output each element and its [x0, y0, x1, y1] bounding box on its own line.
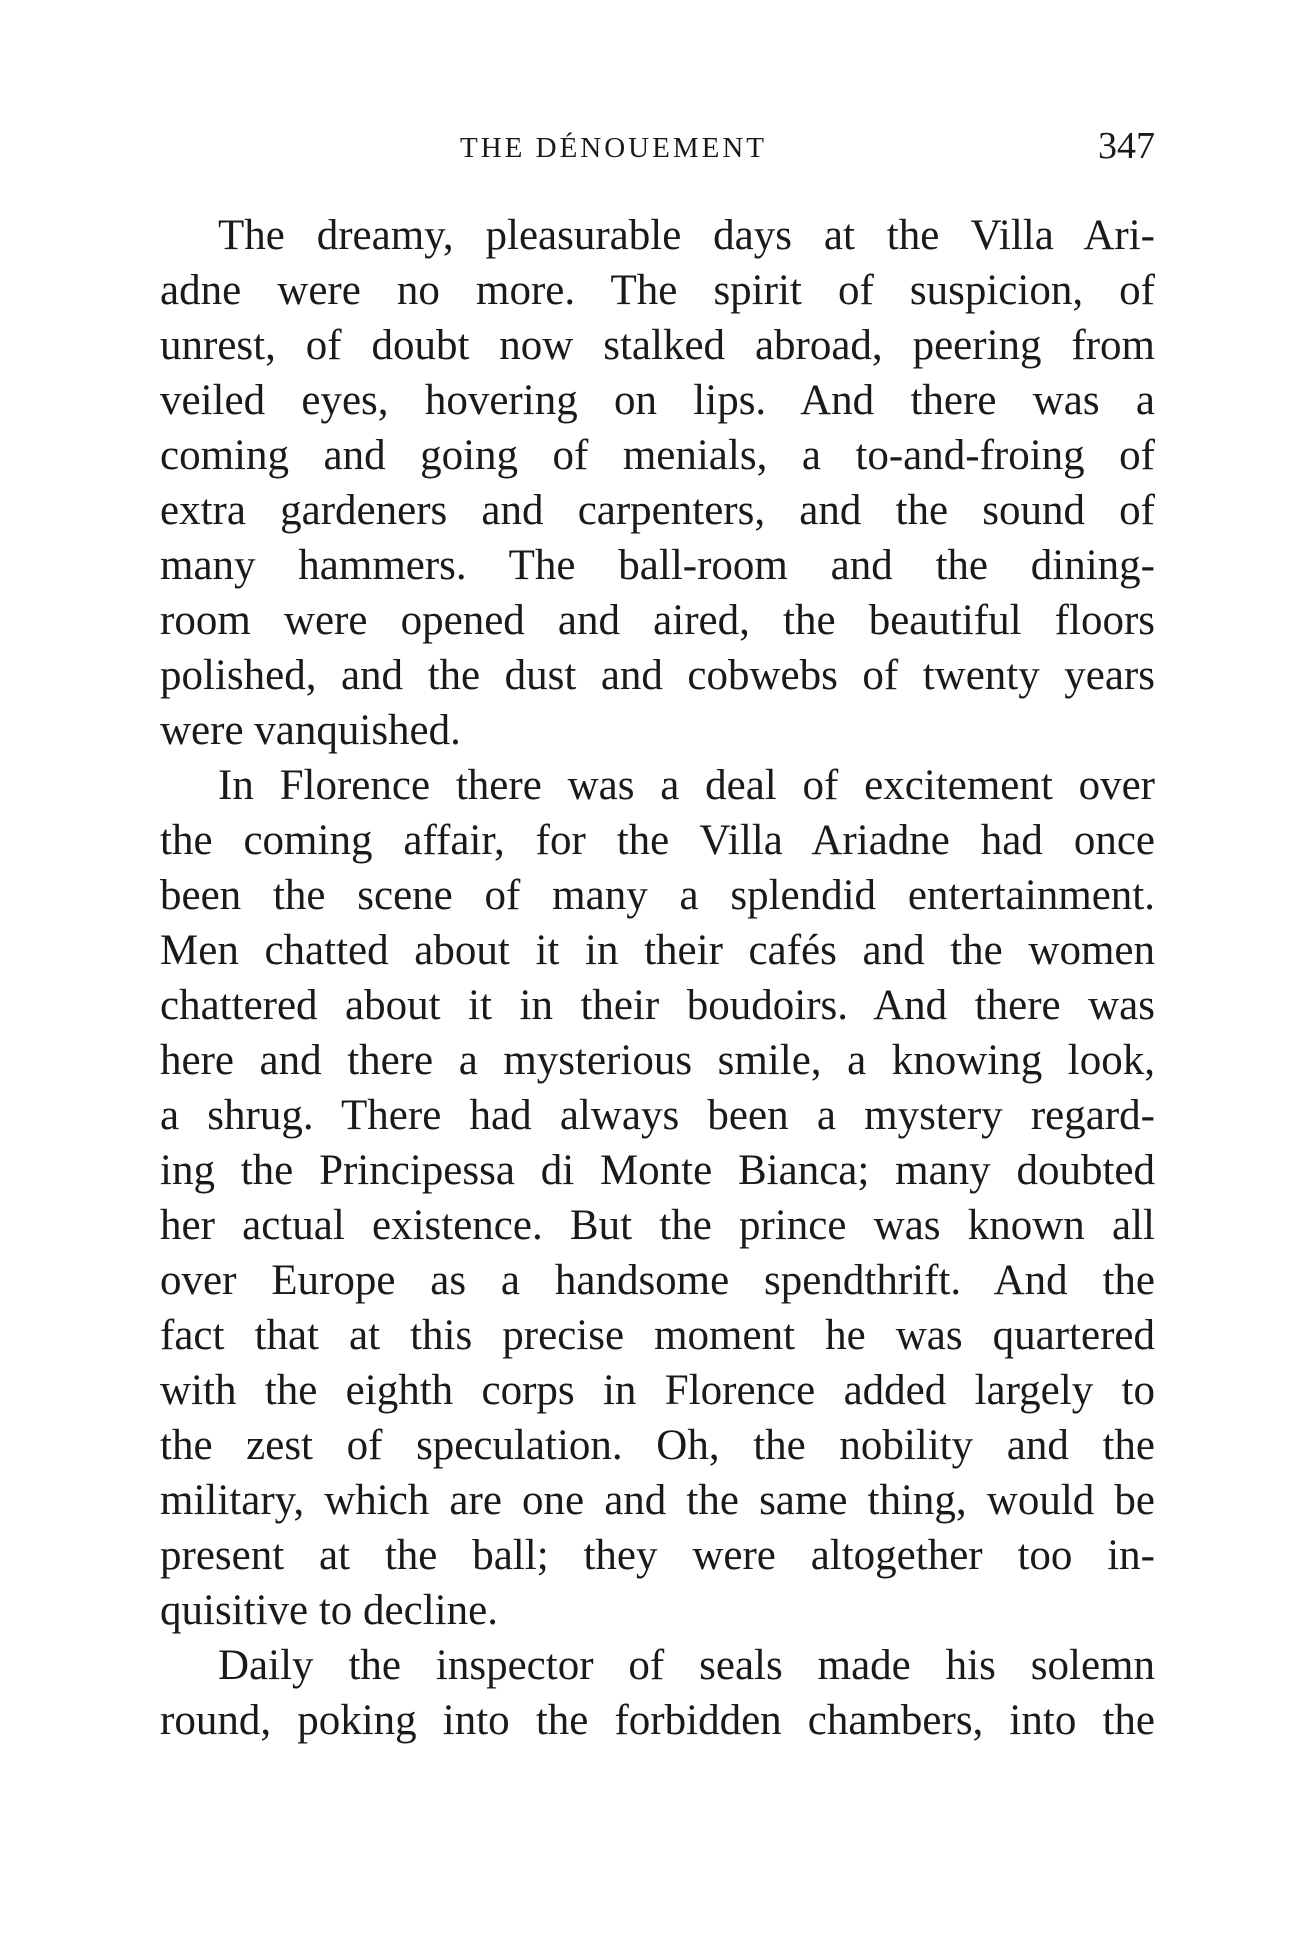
paragraph: [160, 208, 1155, 758]
text-line: ing the Principessa di Monte Bianca; many doubted: [160, 1147, 1155, 1194]
text-line: The dreamy, pleasurable days at the Villa Ari-: [218, 212, 1155, 259]
text-line: fact that at this precise moment he was quartered: [160, 1312, 1155, 1359]
running-title: THE DÉNOUEMENT: [460, 132, 767, 164]
text-line: coming and going of menials, a to-and-froing of: [160, 432, 1155, 479]
text-line: many hammers. The ball-room and the dining-: [160, 542, 1155, 589]
page-number: 347: [1098, 125, 1155, 167]
paragraph: [160, 758, 1155, 1638]
text-line: adne were no more. The spirit of suspicion, of: [160, 267, 1155, 314]
text-line: unrest, of doubt now stalked abroad, peering from: [160, 322, 1155, 369]
text-line: chattered about it in their boudoirs. And there was: [160, 982, 1155, 1029]
text-line: present at the ball; they were altogether too in-: [160, 1532, 1155, 1579]
text-line: a shrug. There had always been a mystery regard-: [160, 1092, 1155, 1139]
text-line: with the eighth corps in Florence added largely to: [160, 1367, 1155, 1414]
paragraph: [160, 1638, 1155, 1748]
text-line: In Florence there was a deal of excitement over: [218, 762, 1155, 809]
text-line: the zest of speculation. Oh, the nobility and the: [160, 1422, 1155, 1469]
text-line: veiled eyes, hovering on lips. And there was a: [160, 377, 1155, 424]
text-line: quisitive to decline.: [160, 1587, 498, 1634]
text-line: polished, and the dust and cobwebs of twenty years: [160, 652, 1155, 699]
text-line: were vanquished.: [160, 707, 461, 754]
text-line: been the scene of many a splendid entertainment.: [160, 872, 1155, 919]
text-line: her actual existence. But the prince was known all: [160, 1202, 1155, 1249]
running-head: [160, 118, 1155, 182]
text-line: room were opened and aired, the beautiful floors: [160, 597, 1155, 644]
text-line: here and there a mysterious smile, a knowing look,: [160, 1037, 1155, 1084]
text-line: military, which are one and the same thing, would be: [160, 1477, 1155, 1524]
text-line: extra gardeners and carpenters, and the sound of: [160, 487, 1155, 534]
text-line: Men chatted about it in their cafés and the women: [160, 927, 1155, 974]
body-text: [160, 208, 1155, 1748]
text-line: the coming affair, for the Villa Ariadne had once: [160, 817, 1155, 864]
text-line: round, poking into the forbidden chambers, into the: [160, 1697, 1155, 1744]
text-line: over Europe as a handsome spendthrift. And the: [160, 1257, 1155, 1304]
text-line: Daily the inspector of seals made his solemn: [218, 1642, 1155, 1689]
